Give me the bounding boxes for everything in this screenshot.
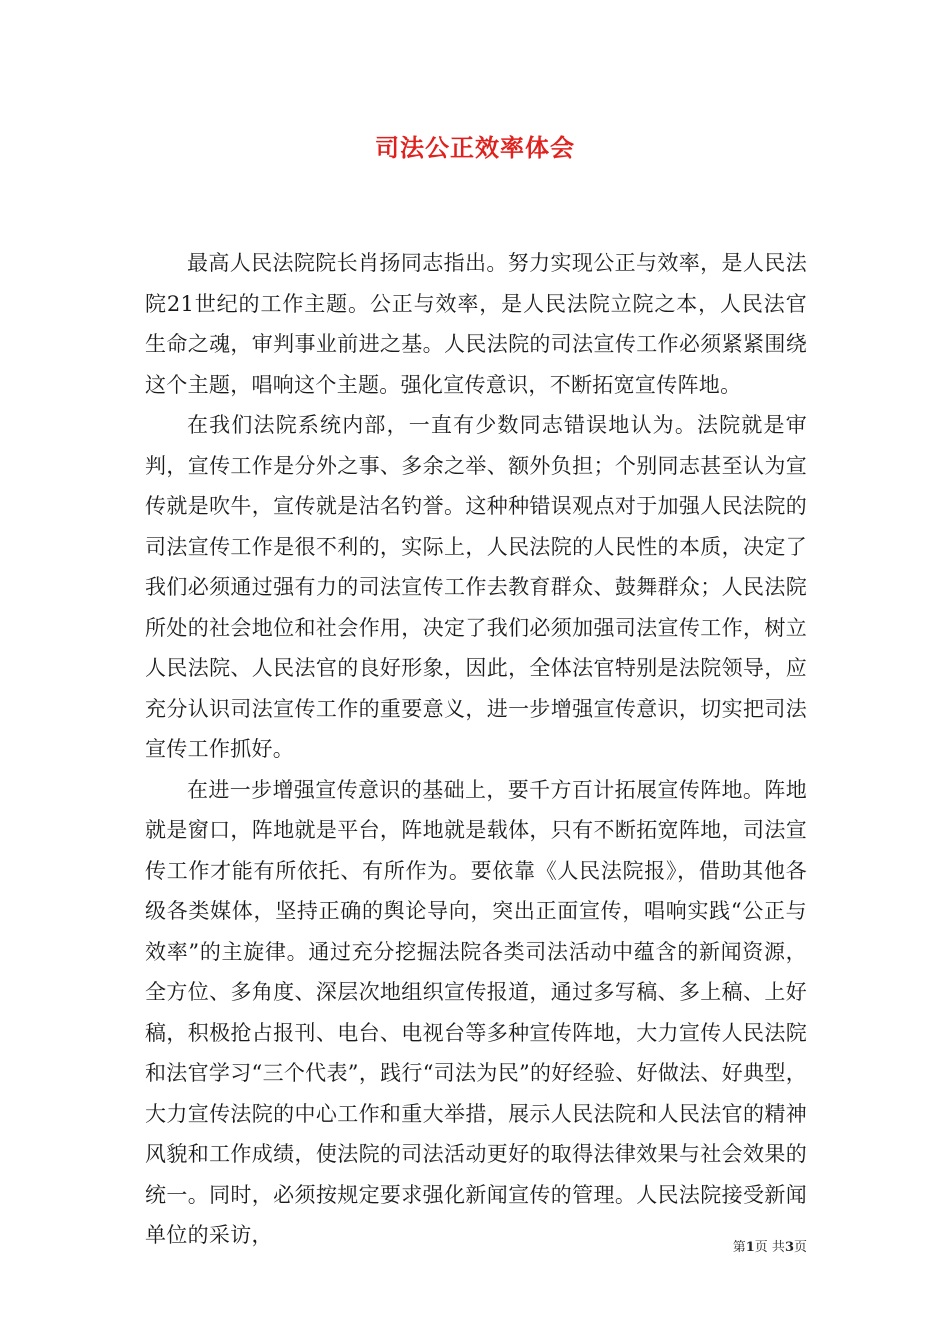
footer-suffix: 页 xyxy=(793,1240,807,1255)
footer-total-pages: 3 xyxy=(784,1240,794,1255)
footer-middle: 页 共 xyxy=(754,1240,785,1255)
page-number-footer xyxy=(733,1239,807,1257)
footer-current-page: 1 xyxy=(745,1240,755,1255)
document-body xyxy=(145,243,807,1256)
paragraph-2: 在我们法院系统内部，一直有少数同志错误地认为。法院就是审判，宣传工作是分外之事、多余之举、额外负担；个别同志甚至认为宣传就是吹牛，宣传就是沽名钓誉。这种种错误观点对于加强人民法院的司法宣传工作是很不利的，实际上，人民法院的人民性的本质，决定了我们必须通过强有力的司法宣传工作去教育群众、鼓舞群众；人民法院所处的社会地位和社会作用，决定了我们必须加强司法宣传工作，树立人民法院、人民法官的良好形象，因此，全体法官特别是法院领导，应充分认识司法宣传工作的重要意义，进一步增强宣传意识，切实把司法宣传工作抓好。 xyxy=(145,413,807,761)
footer-prefix: 第 xyxy=(732,1240,746,1255)
paragraph-3: 在进一步增强宣传意识的基础上，要千方百计拓展宣传阵地。阵地就是窗口，阵地就是平台，阵地就是载体，只有不断拓宽阵地，司法宣传工作才能有所依托、有所作为。要依靠《人民法院报》，借助其他各级各类媒体，坚持正确的舆论导向，突出正面宣传，唱响实践“公正与效率”的主旋律。通过充分挖掘法院各类司法活动中蕴含的新闻资源，全方位、多角度、深层次地组织宣传报道，通过多写稿、多上稿、上好稿，积极抢占报刊、电台、电视台等多种宣传阵地，大力宣传人民法院和法官学习“三个代表”，践行“司法为民”的好经验、好做法、好典型，大力宣传法院的中心工作和重大举措，展示人民法院和人民法官的精神风貌和工作成绩，使法院的司法活动更好的取得法律效果与社会效果的统一。同时，必须按规定要求强化新闻宣传的管理。人民法院接受新闻单位的采访， xyxy=(145,777,807,1247)
paragraph-1: 最高人民法院院长肖扬同志指出。努力实现公正与效率，是人民法院21世纪的工作主题。公正与效率，是人民法院立院之本，人民法官生命之魂，审判事业前进之基。人民法院的司法宣传工作必须紧紧围绕这个主题，唱响这个主题。强化宣传意识，不断拓宽宣传阵地。 xyxy=(145,251,807,397)
document-title: 司法公正效率体会 xyxy=(375,133,575,162)
